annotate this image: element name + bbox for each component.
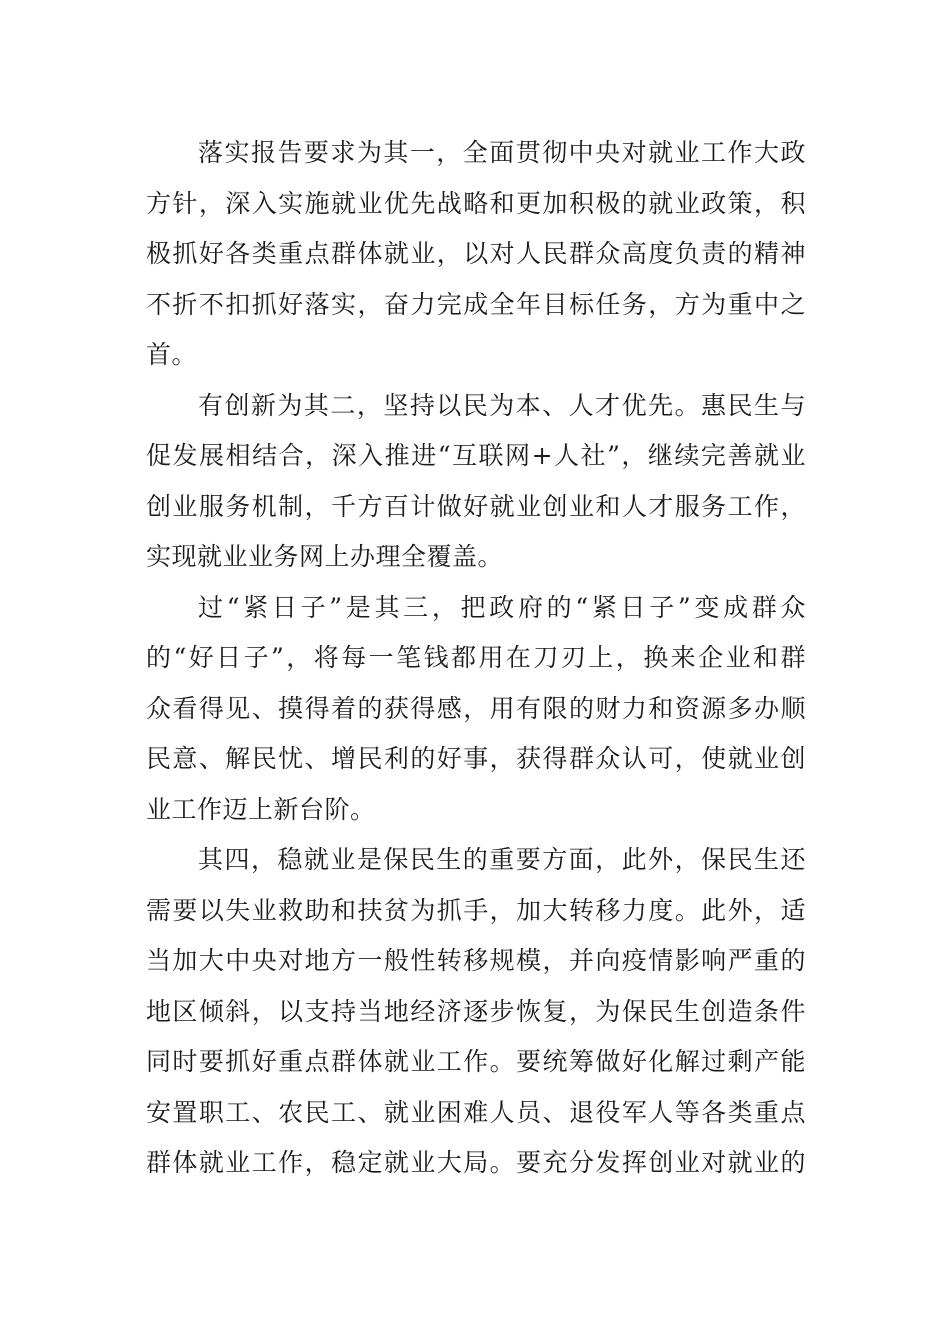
text-line: 业工作迈上新台阶。 xyxy=(146,794,376,824)
text-line: 极抓好各类重点群体就业，以对人民群众高度负责的精神 xyxy=(146,239,806,268)
document-body xyxy=(146,128,806,1189)
paragraph-1 xyxy=(146,128,806,381)
text-line: 有创新为其二，坚持以民为本、人才优先。惠民生与 xyxy=(198,390,806,420)
paragraph-2 xyxy=(146,381,806,583)
text-line: 落实报告要求为其一，全面贯彻中央对就业工作大政 xyxy=(198,138,806,167)
text-line: 实现就业业务网上办理全覆盖。 xyxy=(146,542,504,571)
text-line: 的“好日子”，将每一笔钱都用在刀刃上，换来企业和群 xyxy=(146,643,806,672)
text-line: 地区倾斜，以支持当地经济逐步恢复，为保民生创造条件 xyxy=(146,996,806,1026)
text-line: 过“紧日子”是其三，把政府的“紧日子”变成群众 xyxy=(198,592,806,622)
text-line: 其四，稳就业是保民生的重要方面，此外，保民生还 xyxy=(198,845,806,874)
text-line: 首。 xyxy=(146,340,198,369)
paragraph-3 xyxy=(146,583,806,836)
paragraph-4 xyxy=(146,835,806,1189)
text-line: 群体就业工作，稳定就业大局。要充分发挥创业对就业的 xyxy=(146,1148,806,1177)
text-line: 同时要抓好重点群体就业工作。要统筹做好化解过剩产能 xyxy=(146,1047,806,1076)
text-line: 促发展相结合，深入推进“互联网+人社”，继续完善就业 xyxy=(146,441,806,470)
text-line: 创业服务机制，千方百计做好就业创业和人才服务工作， xyxy=(146,491,806,521)
text-line: 需要以失业救助和扶贫为抓手，加大转移力度。此外，适 xyxy=(146,895,806,925)
text-line: 民意、解民忧、增民利的好事，获得群众认可，使就业创 xyxy=(146,744,806,773)
text-line: 不折不扣抓好落实，奋力完成全年目标任务，方为重中之 xyxy=(146,289,806,319)
text-line: 方针，深入实施就业优先战略和更加积极的就业政策，积 xyxy=(146,188,806,218)
text-line: 众看得见、摸得着的获得感，用有限的财力和资源多办顺 xyxy=(146,693,806,723)
text-line: 安置职工、农民工、就业困难人员、退役军人等各类重点 xyxy=(146,1097,806,1127)
text-line: 当加大中央对地方一般性转移规模，并向疫情影响严重的 xyxy=(146,946,806,975)
